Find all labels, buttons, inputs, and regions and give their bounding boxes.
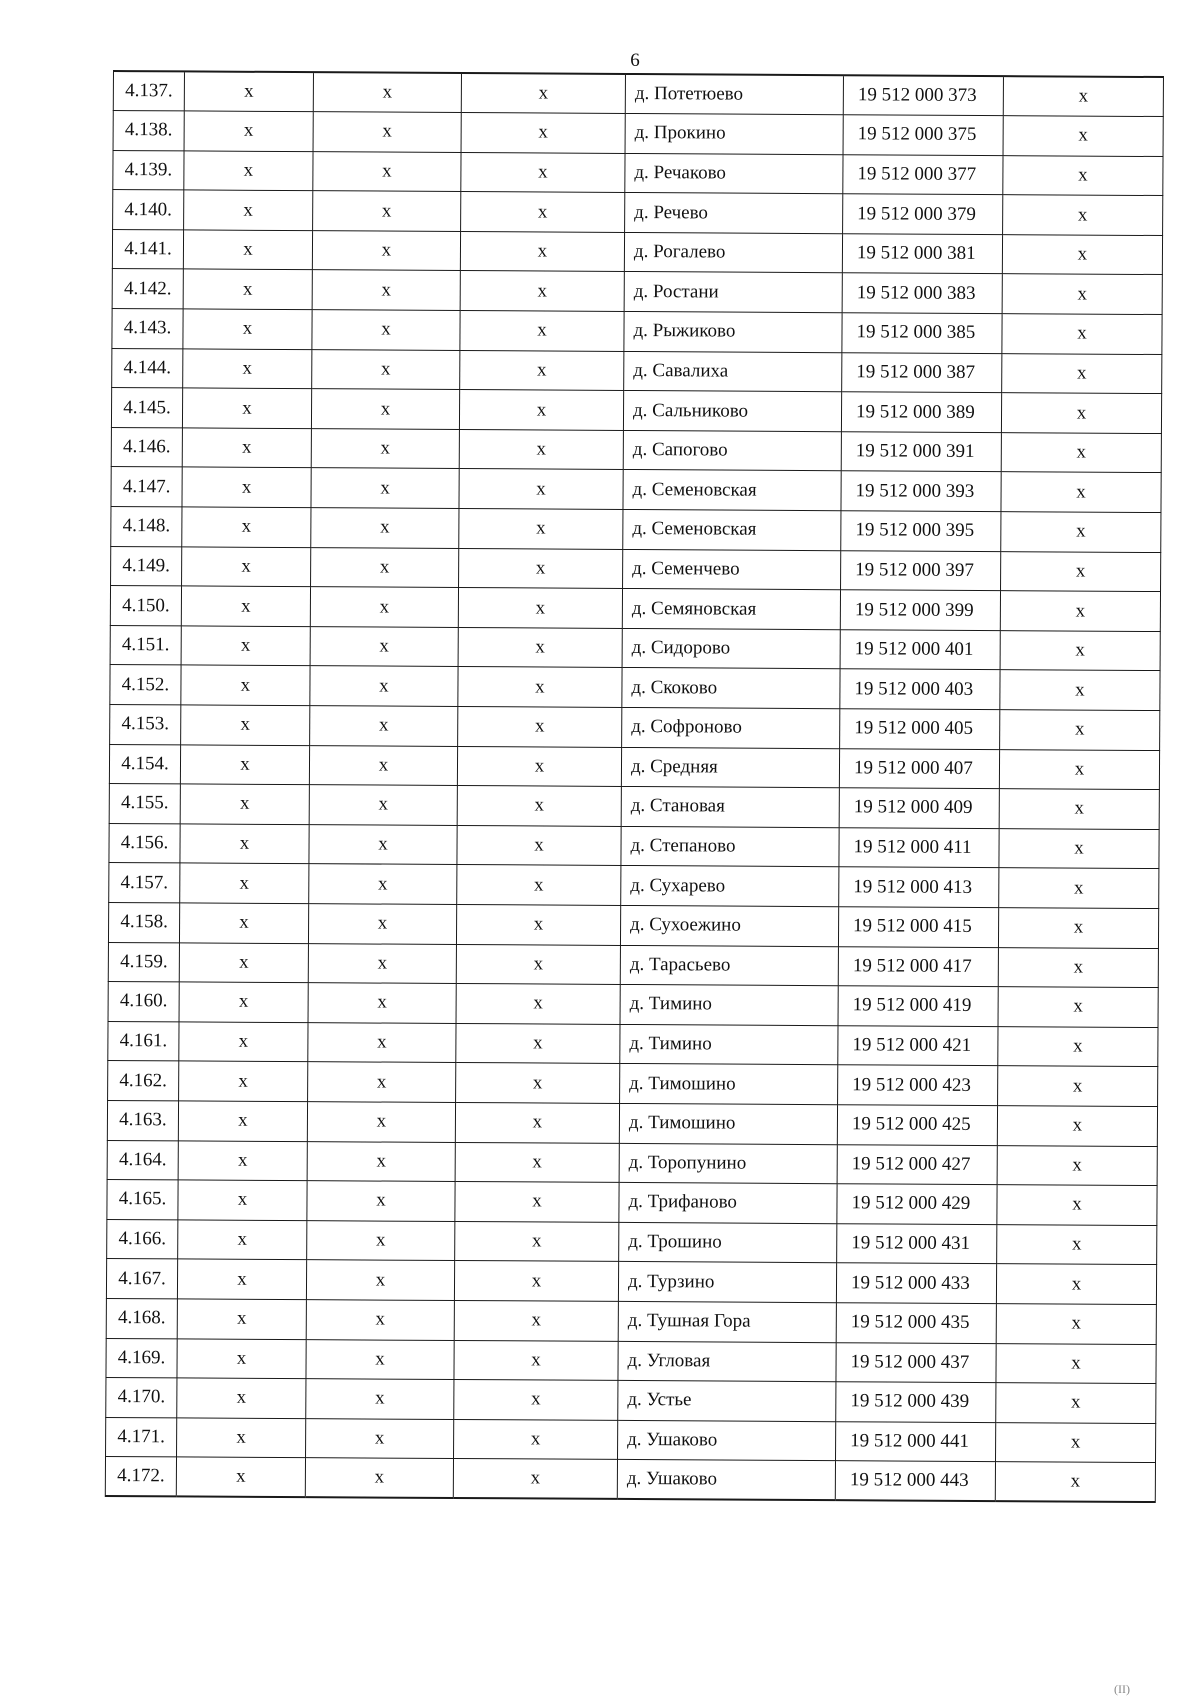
row-number-cell: 4.138. <box>113 111 184 151</box>
column-7-cell: х <box>1001 472 1161 513</box>
row-number-cell: 4.141. <box>112 229 183 269</box>
settlement-name-cell: д. Турзино <box>618 1262 836 1303</box>
table-row <box>105 1457 1155 1503</box>
row-number-cell: 4.169. <box>106 1338 177 1378</box>
table-row <box>111 388 1161 434</box>
row-number-cell: 4.148. <box>111 507 182 547</box>
column-1-cell: х <box>183 269 312 309</box>
settlement-name-cell: д. Потетюево <box>625 74 843 115</box>
column-7-cell: х <box>1000 710 1160 751</box>
column-2-cell: х <box>307 1220 455 1260</box>
column-1-cell: х <box>184 190 313 230</box>
table-row <box>113 111 1163 157</box>
column-1-cell: х <box>179 982 308 1022</box>
settlement-name-cell: д. Семенчево <box>623 549 841 590</box>
okato-code-cell: 19 512 000 377 <box>843 154 1003 195</box>
column-2-cell: х <box>310 666 458 706</box>
settlement-name-cell: д. Ушаково <box>617 1460 835 1501</box>
row-number-cell: 4.147. <box>111 467 182 507</box>
settlement-name-cell: д. Тушная Гора <box>618 1301 836 1342</box>
settlement-name-cell: д. Средняя <box>621 747 839 788</box>
column-1-cell: х <box>180 784 309 824</box>
column-1-cell: х <box>180 824 309 864</box>
okato-code-cell: 19 512 000 395 <box>841 511 1001 552</box>
column-2-cell: х <box>312 270 460 310</box>
table-row <box>109 744 1159 790</box>
okato-code-cell: 19 512 000 415 <box>838 907 998 948</box>
column-3-cell: х <box>455 1142 619 1183</box>
table-row <box>113 150 1163 196</box>
column-2-cell: х <box>309 824 457 864</box>
column-3-cell: х <box>458 706 622 747</box>
column-1-cell: х <box>181 626 310 666</box>
okato-code-cell: 19 512 000 421 <box>838 1025 998 1066</box>
column-3-cell: х <box>458 588 622 629</box>
okato-code-cell: 19 512 000 393 <box>841 471 1001 512</box>
column-7-cell: х <box>1001 393 1161 434</box>
table-row <box>107 1100 1157 1146</box>
column-1-cell: х <box>182 507 311 547</box>
column-3-cell: х <box>457 825 621 866</box>
column-7-cell: х <box>1000 670 1160 711</box>
column-3-cell: х <box>454 1380 618 1421</box>
column-2-cell: х <box>311 508 459 548</box>
settlement-name-cell: д. Скоково <box>622 668 840 709</box>
column-2-cell: х <box>311 389 459 429</box>
settlement-name-cell: д. Степаново <box>621 826 839 867</box>
column-1-cell: х <box>178 1220 307 1260</box>
okato-code-cell: 19 512 000 373 <box>843 75 1003 116</box>
row-number-cell: 4.142. <box>112 269 183 309</box>
row-number-cell: 4.137. <box>113 71 184 111</box>
row-number-cell: 4.140. <box>113 190 184 230</box>
column-7-cell: х <box>1001 551 1161 592</box>
table-row <box>107 1180 1157 1226</box>
settlement-name-cell: д. Речаково <box>625 153 843 194</box>
row-number-cell: 4.162. <box>108 1061 179 1101</box>
settlement-name-cell: д. Тимино <box>620 985 838 1026</box>
column-1-cell: х <box>179 1022 308 1062</box>
column-7-cell: х <box>1002 274 1162 315</box>
column-3-cell: х <box>461 73 625 114</box>
column-7-cell: х <box>1001 512 1161 553</box>
settlement-name-cell: д. Сухарево <box>621 866 839 907</box>
column-7-cell: х <box>996 1304 1156 1345</box>
column-2-cell: х <box>311 547 459 587</box>
column-7-cell: х <box>999 789 1159 830</box>
column-1-cell: х <box>182 547 311 587</box>
column-1-cell: х <box>184 71 313 111</box>
column-2-cell: х <box>313 112 461 152</box>
table-row <box>107 1140 1157 1186</box>
column-3-cell: х <box>454 1340 618 1381</box>
column-2-cell: х <box>313 191 461 231</box>
settlement-name-cell: д. Тимошино <box>620 1064 838 1105</box>
row-number-cell: 4.155. <box>109 784 180 824</box>
column-3-cell: х <box>454 1300 618 1341</box>
row-number-cell: 4.161. <box>108 1021 179 1061</box>
column-2-cell: х <box>312 349 460 389</box>
column-3-cell: х <box>457 746 621 787</box>
column-7-cell: х <box>995 1462 1155 1503</box>
column-2-cell: х <box>313 151 461 191</box>
row-number-cell: 4.158. <box>108 902 179 942</box>
settlement-name-cell: д. Тарасьево <box>620 945 838 986</box>
okato-code-cell: 19 512 000 407 <box>839 748 999 789</box>
okato-code-cell: 19 512 000 427 <box>837 1144 997 1185</box>
column-7-cell: х <box>996 1383 1156 1424</box>
okato-code-cell: 19 512 000 381 <box>842 234 1002 275</box>
settlement-name-cell: д. Рогалево <box>624 232 842 273</box>
okato-code-cell: 19 512 000 411 <box>839 827 999 868</box>
settlement-name-cell: д. Сапогово <box>623 430 841 471</box>
column-7-cell: х <box>999 868 1159 909</box>
table-row <box>109 823 1159 869</box>
column-7-cell: х <box>1000 591 1160 632</box>
column-3-cell: х <box>461 192 625 233</box>
settlement-name-cell: д. Сухоежино <box>620 905 838 946</box>
column-2-cell: х <box>310 626 458 666</box>
column-1-cell: х <box>180 863 309 903</box>
column-2-cell: х <box>306 1339 454 1379</box>
column-2-cell: х <box>305 1458 453 1498</box>
row-number-cell: 4.146. <box>111 427 182 467</box>
column-2-cell: х <box>307 1181 455 1221</box>
row-number-cell: 4.139. <box>113 150 184 190</box>
column-3-cell: х <box>456 1063 620 1104</box>
column-3-cell: х <box>458 627 622 668</box>
table-row <box>108 982 1158 1028</box>
table-row <box>108 902 1158 948</box>
column-3-cell: х <box>457 865 621 906</box>
column-7-cell: х <box>996 1264 1156 1305</box>
column-2-cell: х <box>308 1022 456 1062</box>
table-row <box>106 1378 1156 1424</box>
page-number: 6 <box>630 50 640 71</box>
column-7-cell: х <box>996 1343 1156 1384</box>
row-number-cell: 4.172. <box>105 1457 176 1497</box>
column-2-cell: х <box>311 428 459 468</box>
settlement-name-cell: д. Сидорово <box>622 628 840 669</box>
column-2-cell: х <box>308 904 456 944</box>
settlement-name-cell: д. Софроново <box>622 707 840 748</box>
table-row <box>110 704 1160 750</box>
column-2-cell: х <box>309 864 457 904</box>
settlement-name-cell: д. Ушаково <box>618 1420 836 1461</box>
column-1-cell: х <box>181 705 310 745</box>
settlement-name-cell: д. Семеновская <box>623 509 841 550</box>
okato-code-cell: 19 512 000 431 <box>837 1223 997 1264</box>
table-row <box>110 586 1160 632</box>
okato-code-cell: 19 512 000 405 <box>840 709 1000 750</box>
column-7-cell: х <box>1003 76 1163 117</box>
column-3-cell: х <box>460 350 624 391</box>
okato-code-cell: 19 512 000 419 <box>838 986 998 1027</box>
column-1-cell: х <box>182 428 311 468</box>
settlement-name-cell: д. Прокино <box>625 114 843 155</box>
column-1-cell: х <box>177 1259 306 1299</box>
column-3-cell: х <box>455 1221 619 1262</box>
column-1-cell: х <box>183 230 312 270</box>
column-3-cell: х <box>461 152 625 193</box>
column-1-cell: х <box>180 744 309 784</box>
column-1-cell: х <box>179 1061 308 1101</box>
column-7-cell: х <box>997 1145 1157 1186</box>
table-row <box>113 71 1163 117</box>
settlement-name-cell: д. Тимино <box>620 1024 838 1065</box>
column-7-cell: х <box>997 1185 1157 1226</box>
column-1-cell: х <box>178 1140 307 1180</box>
okato-code-cell: 19 512 000 425 <box>837 1105 997 1146</box>
row-number-cell: 4.168. <box>106 1298 177 1338</box>
column-1-cell: х <box>177 1418 306 1458</box>
table-body <box>105 71 1163 1502</box>
column-3-cell: х <box>461 113 625 154</box>
column-3-cell: х <box>460 271 624 312</box>
row-number-cell: 4.157. <box>109 863 180 903</box>
okato-code-cell: 19 512 000 435 <box>836 1303 996 1344</box>
column-1-cell: х <box>179 942 308 982</box>
settlement-name-cell: д. Речево <box>625 193 843 234</box>
settlement-name-cell: д. Тимошино <box>619 1103 837 1144</box>
row-number-cell: 4.159. <box>108 942 179 982</box>
okato-code-cell: 19 512 000 401 <box>840 630 1000 671</box>
settlement-name-cell: д. Становая <box>621 787 839 828</box>
column-7-cell: х <box>1002 353 1162 394</box>
column-3-cell: х <box>460 311 624 352</box>
row-number-cell: 4.167. <box>106 1259 177 1299</box>
column-1-cell: х <box>176 1457 305 1497</box>
column-3-cell: х <box>457 786 621 827</box>
corner-mark: (II) <box>1114 1682 1130 1696</box>
settlement-name-cell: д. Торопунино <box>619 1143 837 1184</box>
okato-code-cell: 19 512 000 437 <box>836 1342 996 1383</box>
column-1-cell: х <box>182 388 311 428</box>
table-row <box>110 625 1160 671</box>
table-row <box>108 1061 1158 1107</box>
column-1-cell: х <box>182 467 311 507</box>
okato-code-cell: 19 512 000 409 <box>839 788 999 829</box>
table-row <box>110 665 1160 711</box>
settlement-name-cell: д. Ростани <box>624 272 842 313</box>
column-2-cell: х <box>311 468 459 508</box>
table-row <box>112 269 1162 315</box>
row-number-cell: 4.151. <box>110 625 181 665</box>
column-7-cell: х <box>998 947 1158 988</box>
column-7-cell: х <box>998 1026 1158 1067</box>
column-7-cell: х <box>998 1066 1158 1107</box>
column-1-cell: х <box>179 903 308 943</box>
column-1-cell: х <box>177 1378 306 1418</box>
okato-code-cell: 19 512 000 391 <box>841 432 1001 473</box>
column-2-cell: х <box>306 1260 454 1300</box>
column-7-cell: х <box>995 1422 1155 1463</box>
column-1-cell: х <box>177 1299 306 1339</box>
okato-code-cell: 19 512 000 397 <box>841 550 1001 591</box>
table-row <box>112 348 1162 394</box>
settlement-name-cell: д. Угловая <box>618 1341 836 1382</box>
settlement-name-cell: д. Трифаново <box>619 1183 837 1224</box>
column-7-cell: х <box>1002 314 1162 355</box>
settlement-name-cell: д. Трошино <box>619 1222 837 1263</box>
table-row <box>106 1338 1156 1384</box>
column-1-cell: х <box>183 349 312 389</box>
table-row <box>107 1219 1157 1265</box>
column-7-cell: х <box>997 1106 1157 1147</box>
column-3-cell: х <box>458 667 622 708</box>
column-2-cell: х <box>307 1141 455 1181</box>
settlement-name-cell: д. Савалиха <box>624 351 842 392</box>
row-number-cell: 4.145. <box>111 388 182 428</box>
okato-code-cell: 19 512 000 441 <box>836 1421 996 1462</box>
okato-code-cell: 19 512 000 439 <box>836 1382 996 1423</box>
row-number-cell: 4.160. <box>108 982 179 1022</box>
settlements-table <box>105 70 1164 1503</box>
column-2-cell: х <box>306 1379 454 1419</box>
row-number-cell: 4.156. <box>109 823 180 863</box>
okato-code-cell: 19 512 000 433 <box>836 1263 996 1304</box>
column-3-cell: х <box>456 1023 620 1064</box>
column-2-cell: х <box>308 983 456 1023</box>
column-2-cell: х <box>310 587 458 627</box>
table-row <box>112 309 1162 355</box>
column-3-cell: х <box>456 904 620 945</box>
row-number-cell: 4.164. <box>107 1140 178 1180</box>
column-3-cell: х <box>456 984 620 1025</box>
column-2-cell: х <box>309 785 457 825</box>
column-3-cell: х <box>459 548 623 589</box>
column-1-cell: х <box>181 586 310 626</box>
table-row <box>111 507 1161 553</box>
column-3-cell: х <box>459 390 623 431</box>
column-7-cell: х <box>1003 155 1163 196</box>
okato-code-cell: 19 512 000 383 <box>842 273 1002 314</box>
column-7-cell: х <box>998 908 1158 949</box>
okato-code-cell: 19 512 000 443 <box>835 1461 995 1502</box>
row-number-cell: 4.143. <box>112 309 183 349</box>
settlement-name-cell: д. Рыжиково <box>624 312 842 353</box>
table-row <box>112 229 1162 275</box>
column-3-cell: х <box>456 944 620 985</box>
column-3-cell: х <box>460 231 624 272</box>
okato-code-cell: 19 512 000 389 <box>841 392 1001 433</box>
column-3-cell: х <box>455 1182 619 1223</box>
row-number-cell: 4.154. <box>109 744 180 784</box>
okato-code-cell: 19 512 000 399 <box>840 590 1000 631</box>
column-1-cell: х <box>181 665 310 705</box>
row-number-cell: 4.144. <box>112 348 183 388</box>
okato-code-cell: 19 512 000 429 <box>837 1184 997 1225</box>
column-7-cell: х <box>999 749 1159 790</box>
row-number-cell: 4.171. <box>106 1417 177 1457</box>
okato-code-cell: 19 512 000 375 <box>843 115 1003 156</box>
column-2-cell: х <box>308 1062 456 1102</box>
column-3-cell: х <box>459 469 623 510</box>
okato-code-cell: 19 512 000 417 <box>838 946 998 987</box>
table-row <box>111 467 1161 513</box>
column-2-cell: х <box>313 72 461 112</box>
column-7-cell: х <box>999 828 1159 869</box>
column-2-cell: х <box>306 1300 454 1340</box>
column-3-cell: х <box>454 1419 618 1460</box>
column-1-cell: х <box>178 1180 307 1220</box>
table-row <box>109 863 1159 909</box>
column-1-cell: х <box>178 1101 307 1141</box>
table-row <box>111 546 1161 592</box>
column-1-cell: х <box>184 151 313 191</box>
table-row <box>108 1021 1158 1067</box>
column-2-cell: х <box>312 231 460 271</box>
settlement-name-cell: д. Сальниково <box>623 391 841 432</box>
column-7-cell: х <box>1001 432 1161 473</box>
settlement-name-cell: д. Семеновская <box>623 470 841 511</box>
column-2-cell: х <box>308 943 456 983</box>
settlement-name-cell: д. Семяновская <box>622 589 840 630</box>
table-row <box>106 1298 1156 1344</box>
column-3-cell: х <box>455 1102 619 1143</box>
column-1-cell: х <box>183 309 312 349</box>
column-3-cell: х <box>453 1459 617 1500</box>
column-7-cell: х <box>1003 116 1163 157</box>
table-row <box>108 942 1158 988</box>
row-number-cell: 4.165. <box>107 1180 178 1220</box>
okato-code-cell: 19 512 000 423 <box>838 1065 998 1106</box>
column-3-cell: х <box>454 1261 618 1302</box>
row-number-cell: 4.152. <box>110 665 181 705</box>
column-2-cell: х <box>306 1418 454 1458</box>
table-row <box>109 784 1159 830</box>
okato-code-cell: 19 512 000 403 <box>840 669 1000 710</box>
row-number-cell: 4.149. <box>111 546 182 586</box>
row-number-cell: 4.170. <box>106 1378 177 1418</box>
column-7-cell: х <box>997 1224 1157 1265</box>
table-row <box>111 427 1161 473</box>
table-row <box>113 190 1163 236</box>
column-2-cell: х <box>307 1102 455 1142</box>
column-7-cell: х <box>1003 195 1163 236</box>
column-7-cell: х <box>1002 235 1162 276</box>
column-2-cell: х <box>309 745 457 785</box>
column-7-cell: х <box>1000 630 1160 671</box>
column-3-cell: х <box>459 429 623 470</box>
row-number-cell: 4.153. <box>110 704 181 744</box>
row-number-cell: 4.150. <box>110 586 181 626</box>
column-7-cell: х <box>998 987 1158 1028</box>
row-number-cell: 4.166. <box>107 1219 178 1259</box>
okato-code-cell: 19 512 000 379 <box>843 194 1003 235</box>
column-1-cell: х <box>177 1338 306 1378</box>
column-2-cell: х <box>310 706 458 746</box>
okato-code-cell: 19 512 000 387 <box>842 352 1002 393</box>
settlement-name-cell: д. Устье <box>618 1381 836 1422</box>
okato-code-cell: 19 512 000 385 <box>842 313 1002 354</box>
column-2-cell: х <box>312 310 460 350</box>
column-1-cell: х <box>184 111 313 151</box>
table-row <box>106 1259 1156 1305</box>
row-number-cell: 4.163. <box>107 1100 178 1140</box>
okato-code-cell: 19 512 000 413 <box>839 867 999 908</box>
column-3-cell: х <box>459 509 623 550</box>
table-row <box>106 1417 1156 1463</box>
